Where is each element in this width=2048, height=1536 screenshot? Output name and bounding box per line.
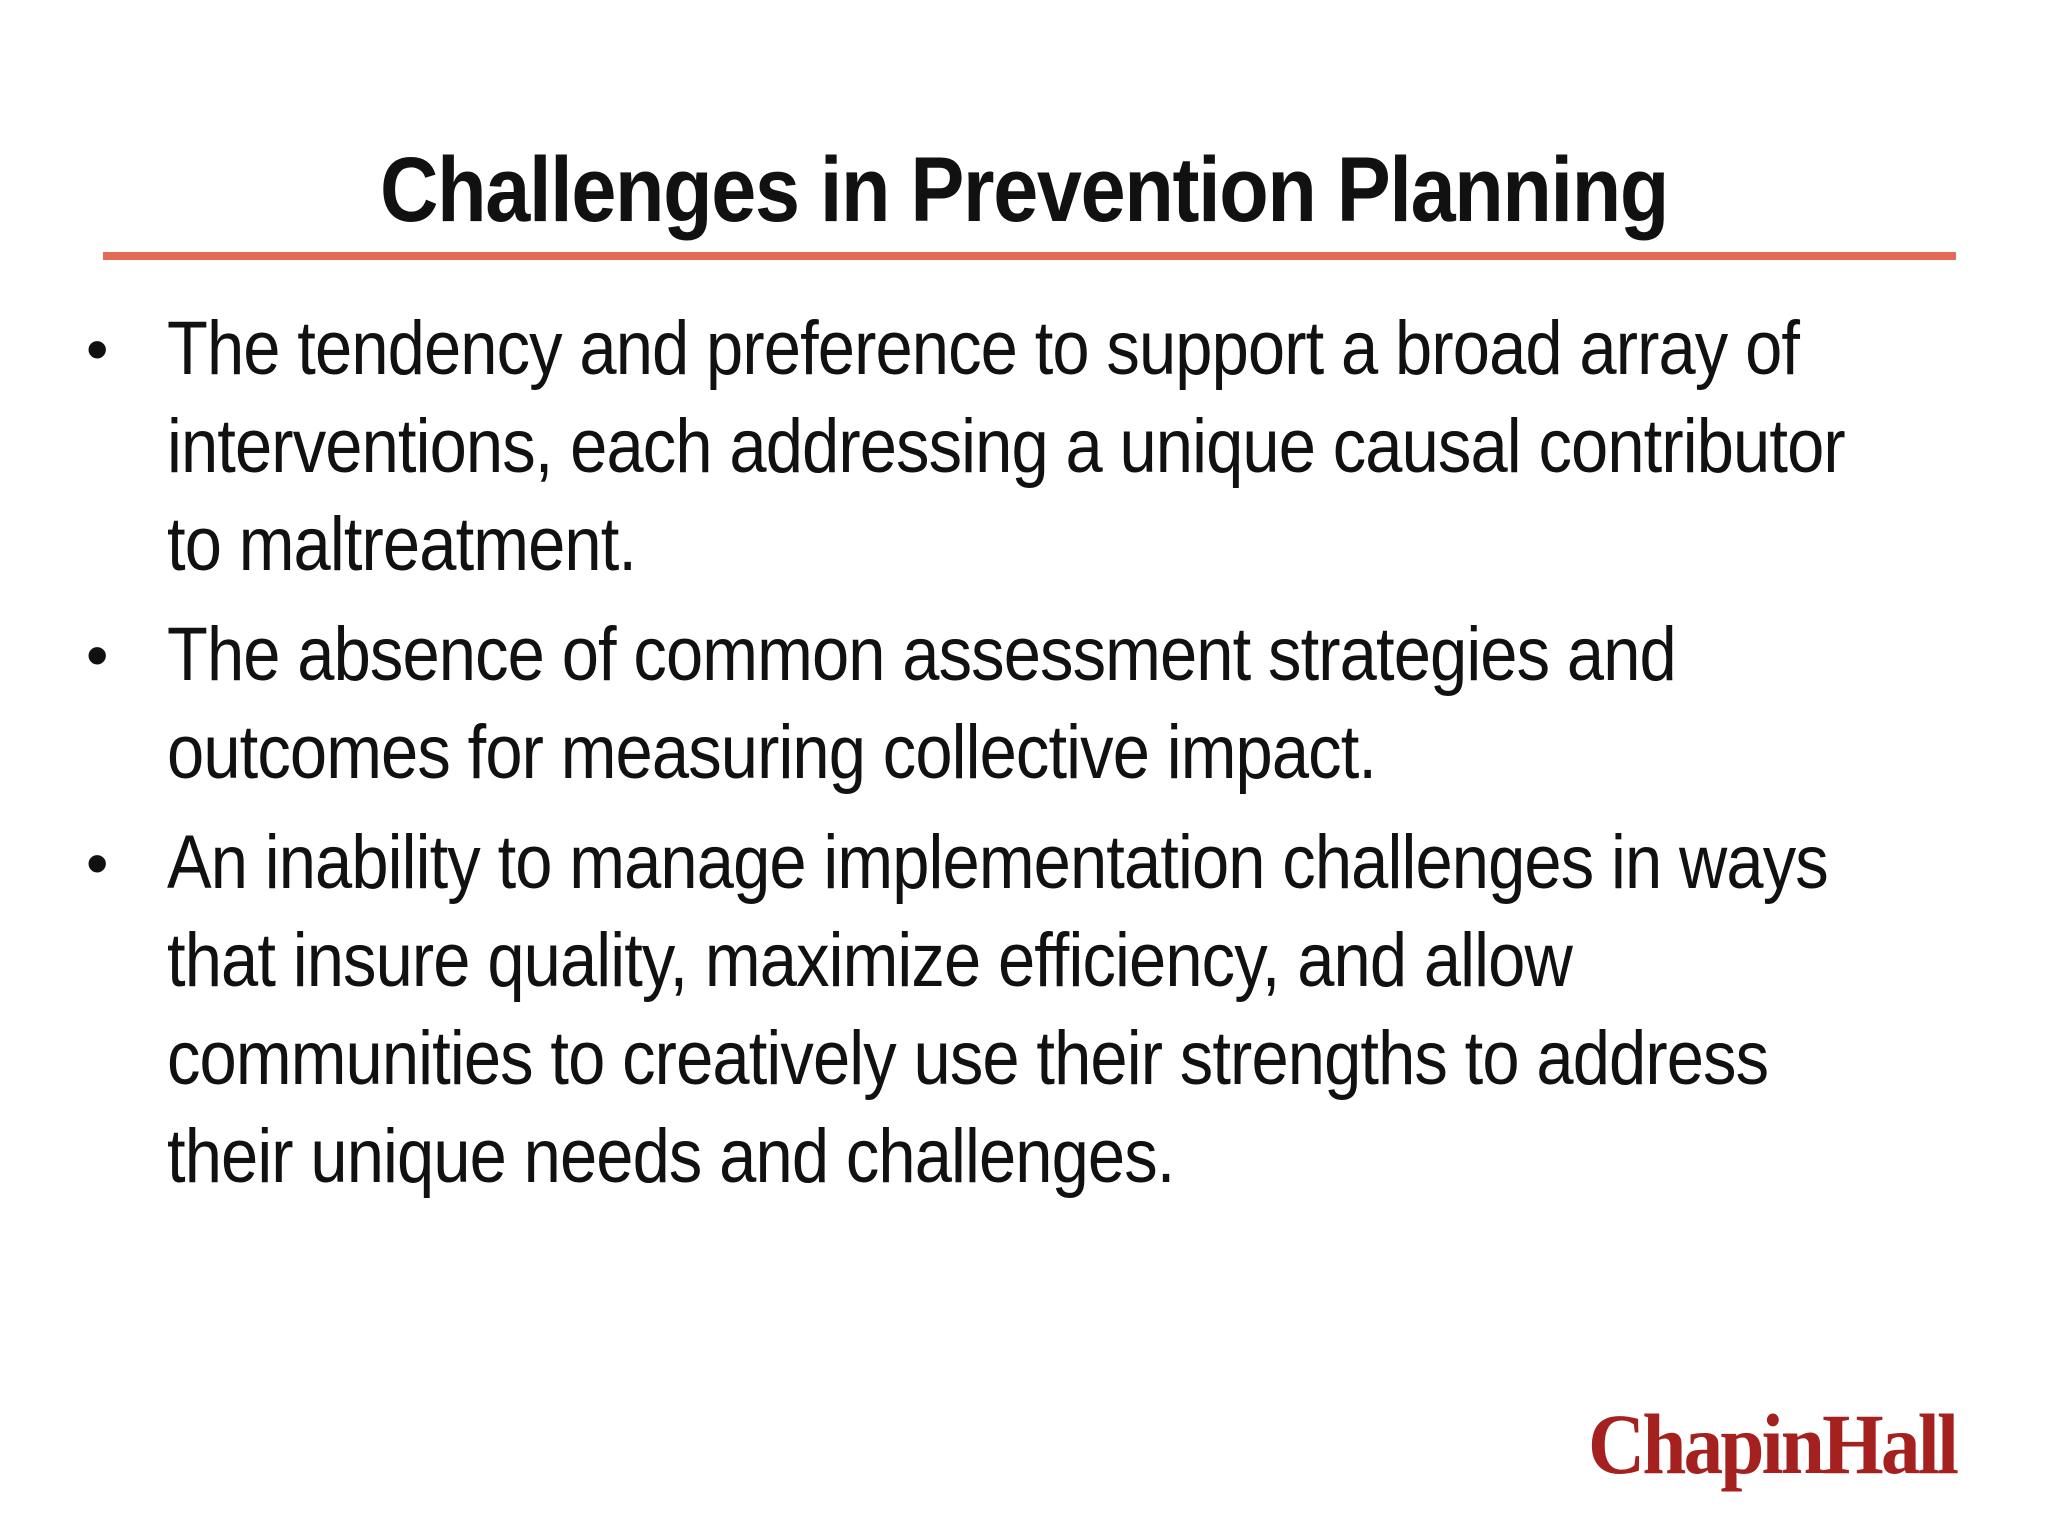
bullet-line: An inability to manage implementation challenges in ways [167,820,1828,905]
title-underline-divider [103,252,1956,260]
bullet-line: The tendency and preference to support a broad array of [167,306,1800,391]
bullet-line: that insure quality, maximize efficiency, and allow [167,918,1572,1003]
bullet-list [0,300,2048,1218]
bullet-line: outcomes for measuring collective impact. [167,710,1377,795]
list-item [0,606,2048,802]
list-item [0,814,2048,1206]
slide-title: Challenges in Prevention Planning [379,139,1669,241]
bullet-line: communities to creatively use their strengths to address [167,1016,1769,1101]
bullet-line: interventions, each addressing a unique causal contributor [167,404,1845,489]
bullet-icon: • [86,313,109,385]
bullet-line: The absence of common assessment strategies and [167,612,1676,697]
bullet-line: to maltreatment. [167,502,637,587]
bullet-icon: • [86,619,109,691]
bullet-icon: • [86,827,109,899]
bullet-line: their unique needs and challenges. [167,1114,1175,1199]
bullet-text [167,814,2015,1206]
chapin-hall-logo: ChapinHall [1587,1396,1956,1492]
list-item [0,300,2048,594]
bullet-text [167,300,2015,594]
bullet-text [167,606,2015,802]
